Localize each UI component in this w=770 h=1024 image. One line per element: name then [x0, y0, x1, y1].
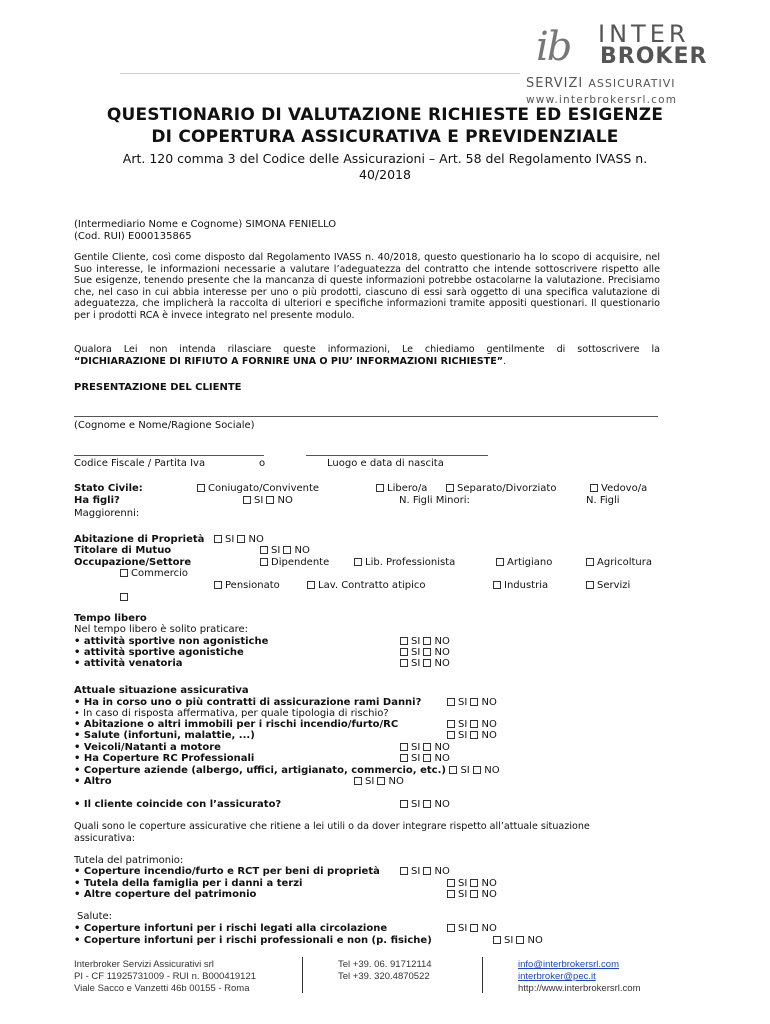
job-agricoltura[interactable]	[586, 557, 652, 569]
declaration-period: .	[503, 356, 507, 367]
logo-url: www.interbrokersrl.com	[526, 94, 678, 106]
job-artigiano[interactable]	[496, 557, 552, 569]
job-other-checkbox[interactable]	[120, 592, 131, 604]
health-item-2: • Coperture infortuni per i rischi professionali e non (p. fisiche)	[74, 935, 432, 946]
logo-broker: BROKER	[600, 44, 708, 69]
checkbox[interactable]	[516, 936, 524, 944]
yes-label: SI	[458, 889, 468, 900]
health-2-yes-no[interactable]	[493, 935, 543, 947]
no-label: NO	[388, 776, 404, 787]
checkbox[interactable]	[423, 637, 431, 645]
checkbox[interactable]	[447, 698, 455, 706]
no-label: NO	[277, 495, 293, 506]
footer-tel1: Tel +39. 06. 91712114	[338, 959, 432, 970]
yes-label: SI	[411, 647, 421, 658]
job-libero-prof[interactable]	[354, 557, 455, 569]
civil-single-label: Libero/a	[387, 483, 428, 494]
birth-label: Luogo e data di nascita	[327, 458, 444, 469]
job-atipico[interactable]	[307, 580, 426, 592]
no-label: NO	[527, 935, 543, 946]
insurance-q7-yes-no[interactable]	[354, 776, 404, 788]
name-line	[74, 416, 658, 417]
checkbox[interactable]	[493, 581, 501, 589]
checkbox[interactable]	[586, 558, 594, 566]
mortgage-label: Titolare di Mutuo	[74, 545, 172, 556]
subtitle-line2: 40/2018	[359, 167, 411, 182]
heritage-label: Tutela del patrimonio:	[74, 855, 184, 866]
checkbox[interactable]	[447, 924, 455, 932]
checkbox[interactable]	[377, 777, 385, 785]
insurance-q5: • Ha Coperture RC Professionali	[74, 753, 255, 764]
logo-servizi	[526, 76, 675, 91]
yes-label: SI	[458, 730, 468, 741]
or-label: o	[259, 458, 266, 469]
footer-pi: PI - CF 11925731009 - RUI n. B000419121	[74, 971, 257, 982]
yes-label: SI	[411, 866, 421, 877]
checkbox[interactable]	[447, 879, 455, 887]
checkbox[interactable]	[423, 659, 431, 667]
intro-paragraph-2-text: Qualora Lei non intenda rilasciare queste informazioni, Le chiediamo gentilmente di sottoscrivere la	[74, 344, 660, 355]
yes-label: SI	[271, 545, 281, 556]
job-agricoltura-label: Agricoltura	[597, 557, 652, 568]
cf-line	[74, 455, 264, 456]
no-label: NO	[434, 742, 450, 753]
checkbox[interactable]	[470, 698, 478, 706]
heritage-item-2: • Tutela della famiglia per i danni a terzi	[74, 878, 303, 889]
checkbox[interactable]	[400, 800, 408, 808]
checkbox[interactable]	[447, 731, 455, 739]
name-label: (Cognome e Nome/Ragione Sociale)	[74, 420, 255, 431]
yes-label: SI	[225, 534, 235, 545]
footer-email-link[interactable]: info@interbrokersrl.com	[518, 959, 619, 970]
leisure-heading: Tempo libero	[74, 613, 147, 624]
checkbox[interactable]	[400, 754, 408, 762]
leisure-3-yes-no[interactable]	[400, 658, 450, 670]
yes-label: SI	[458, 719, 468, 730]
declaration-text	[74, 356, 506, 368]
job-pensionato[interactable]	[214, 580, 280, 592]
intermediary-rui: (Cod. RUI) E000135865	[74, 231, 192, 242]
checkbox[interactable]	[493, 936, 501, 944]
job-servizi[interactable]	[586, 580, 630, 592]
cf-label: Codice Fiscale / Partita Iva	[74, 458, 206, 469]
birth-line	[306, 455, 488, 456]
no-label: NO	[434, 636, 450, 647]
heritage-item-3: • Altre coperture del patrimonio	[74, 889, 257, 900]
yes-label: SI	[458, 697, 468, 708]
checkbox[interactable]	[446, 484, 454, 492]
yes-label: SI	[411, 799, 421, 810]
civil-status-label: Stato Civile:	[74, 483, 143, 494]
subtitle-line1: Art. 120 comma 3 del Codice delle Assicurazioni – Art. 58 del Regolamento IVASS n.	[122, 151, 648, 166]
client-heading: PRESENTAZIONE DEL CLIENTE	[74, 382, 242, 393]
insurance-q2: • Abitazione o altri immobili per i rischi incendio/furto/RC	[74, 719, 399, 730]
job-industria-label: Industria	[504, 580, 549, 591]
leisure-item-3: • attività venatoria	[74, 658, 183, 669]
house-yes-no[interactable]	[214, 534, 264, 546]
logo-inter: INTER	[598, 20, 690, 48]
needs-intro: Quali sono le coperture assicurative che ritiene a lei utili o da dover integrare rispetto all’attuale situazione assicurativa:	[74, 821, 590, 844]
insurance-q6	[74, 765, 500, 777]
no-label: NO	[248, 534, 264, 545]
insurance-q3: • Salute (infortuni, malattie, ...)	[74, 730, 255, 741]
footer-company: Interbroker Servizi Assicurativi srl	[74, 959, 214, 970]
checkbox[interactable]	[496, 558, 504, 566]
no-label: NO	[434, 799, 450, 810]
checkbox[interactable]	[400, 867, 408, 875]
page-title-line2: DI COPERTURA ASSICURATIVA E PREVIDENZIALE	[151, 127, 619, 147]
checkbox[interactable]	[260, 558, 268, 566]
insurance-q8: • Il cliente coincide con l’assicurato?	[74, 799, 282, 810]
insurance-q8-yes-no[interactable]	[400, 799, 450, 811]
job-atipico-label: Lav. Contratto atipico	[318, 580, 426, 591]
checkbox[interactable]	[400, 743, 408, 751]
yes-label: SI	[411, 753, 421, 764]
yes-label: SI	[365, 776, 375, 787]
insurance-q7: • Altro	[74, 776, 112, 787]
checkbox[interactable]	[120, 569, 128, 577]
no-label: NO	[484, 765, 500, 776]
checkbox[interactable]	[447, 720, 455, 728]
leisure-intro: Nel tempo libero è solito praticare:	[74, 624, 249, 635]
checkbox[interactable]	[400, 648, 408, 656]
checkbox[interactable]	[423, 754, 431, 762]
intermediary-name: (Intermediario Nome e Cognome) SIMONA FENIELLO	[74, 219, 337, 230]
checkbox[interactable]	[470, 720, 478, 728]
checkbox[interactable]	[214, 535, 222, 543]
health-1-yes-no[interactable]	[447, 923, 497, 935]
footer-divider-2	[482, 957, 483, 993]
yes-label: SI	[411, 658, 421, 669]
checkbox[interactable]	[473, 766, 481, 774]
footer-tel2: Tel +39. 320.4870522	[338, 971, 430, 982]
no-label: NO	[481, 878, 497, 889]
leisure-item-2: • attività sportive agonistiche	[74, 647, 244, 658]
yes-label: SI	[411, 742, 421, 753]
footer-address: Viale Sacco e Vanzetti 46b 00155 - Roma	[74, 983, 250, 994]
yes-label: SI	[254, 495, 264, 506]
footer-divider-1	[302, 957, 303, 993]
checkbox[interactable]	[354, 558, 362, 566]
logo-assicurativi-text: ASSICURATIVI	[588, 77, 676, 90]
job-commercio[interactable]	[120, 568, 188, 580]
checkbox[interactable]	[470, 879, 478, 887]
checkbox[interactable]	[260, 546, 268, 554]
minors-label: N. Figli Minori:	[399, 495, 470, 506]
job-commercio-label: Commercio	[131, 568, 189, 579]
no-label: NO	[434, 866, 450, 877]
yes-label: SI	[411, 636, 421, 647]
civil-married-option[interactable]	[197, 483, 319, 495]
checkbox[interactable]	[120, 593, 128, 601]
civil-widowed-option[interactable]	[590, 483, 647, 495]
job-pensionato-label: Pensionato	[225, 580, 280, 591]
heritage-1-yes-no[interactable]	[400, 866, 450, 878]
insurance-q1-yes-no[interactable]	[447, 697, 497, 709]
health-item-1: • Coperture infortuni per i rischi legati alla circolazione	[74, 923, 388, 934]
page-title-line1: QUESTIONARIO DI VALUTAZIONE RICHIESTE ED ESIGENZE	[106, 105, 664, 125]
checkbox[interactable]	[447, 890, 455, 898]
intro-paragraph-2	[74, 344, 660, 356]
children-yes-no[interactable]	[243, 495, 293, 507]
no-label: NO	[481, 697, 497, 708]
logo-servizi-text: SERVIZI	[526, 76, 584, 91]
children-label: Ha figli?	[74, 495, 120, 506]
house-label: Abitazione di Proprietà	[74, 534, 205, 545]
insurance-q3-yes-no[interactable]	[447, 730, 497, 742]
checkbox[interactable]	[243, 496, 251, 504]
checkbox[interactable]	[283, 546, 291, 554]
heritage-item-1: • Coperture incendio/furto e RCT per beni di proprietà	[74, 866, 380, 877]
yes-label: SI	[458, 923, 468, 934]
checkbox[interactable]	[423, 867, 431, 875]
footer-web[interactable]: http://www.interbrokersrl.com	[518, 983, 641, 994]
checkbox[interactable]	[400, 659, 408, 667]
job-label: Occupazione/Settore	[74, 557, 192, 568]
leisure-item-1: • attività sportive non agonistiche	[74, 636, 269, 647]
insurance-q5-yes-no[interactable]	[400, 753, 450, 765]
header-rule	[120, 73, 520, 74]
insurance-q1b: • In caso di risposta affermativa, per quale tipologia di rischio?	[74, 708, 389, 719]
yes-label: SI	[458, 878, 468, 889]
checkbox[interactable]	[423, 800, 431, 808]
checkbox[interactable]	[266, 496, 274, 504]
no-label: NO	[481, 923, 497, 934]
checkbox[interactable]	[237, 535, 245, 543]
job-libero-prof-label: Lib. Professionista	[365, 557, 456, 568]
no-label: NO	[481, 730, 497, 741]
checkbox[interactable]	[449, 766, 457, 774]
heritage-3-yes-no[interactable]	[447, 889, 497, 901]
civil-married-label: Coniugato/Convivente	[208, 483, 320, 494]
mortgage-yes-no[interactable]	[260, 545, 310, 557]
checkbox[interactable]	[400, 637, 408, 645]
insurance-q1: • Ha in corso uno o più contratti di assicurazione rami Danni?	[74, 697, 422, 708]
checkbox[interactable]	[376, 484, 384, 492]
checkbox[interactable]	[470, 731, 478, 739]
civil-single-option[interactable]	[376, 483, 427, 495]
checkbox[interactable]	[590, 484, 598, 492]
intro-paragraph: Gentile Cliente, così come disposto dal Regolamento IVASS n. 40/2018, questo questionario ha lo scopo di acquisire, nel Suo interesse, le informazioni necessarie a valutare l’adeguatezza del contratto che intende sottoscrivere rispetto alle Sue esigenze, tenendo presente che la mancanza di queste informazioni potrebbe ostacolarne la valutazione. Precisiamo che, nel caso in cui abbia interesse per uno o più prodotti, ciascuno di essi sarà oggetto di una specifica valutazione di adeguatezza, che implicherà la raccolta di ulteriori e specifiche informazioni tramite appositi questionari. Il questionario per i prodotti RCA è invece integrato nel presente modulo.	[74, 252, 660, 321]
adults-label: Maggiorenni:	[74, 508, 140, 519]
no-label: NO	[434, 753, 450, 764]
insurance-heading: Attuale situazione assicurativa	[74, 685, 249, 696]
checkbox[interactable]	[470, 924, 478, 932]
no-label: NO	[294, 545, 310, 556]
no-label: NO	[434, 658, 450, 669]
checkbox[interactable]	[423, 743, 431, 751]
no-label: NO	[481, 719, 497, 730]
civil-widowed-label: Vedovo/a	[601, 483, 648, 494]
job-dipendente-label: Dipendente	[271, 557, 330, 568]
logo	[520, 18, 740, 108]
footer-pec-link[interactable]: interbroker@pec.it	[518, 971, 596, 982]
no-label: NO	[481, 889, 497, 900]
checkbox[interactable]	[354, 777, 362, 785]
yes-label: SI	[504, 935, 514, 946]
figli-label: N. Figli	[586, 495, 620, 506]
no-label: NO	[434, 647, 450, 658]
job-dipendente[interactable]	[260, 557, 329, 569]
insurance-q6-text: • Coperture aziende (albergo, uffici, artigianato, commercio, etc.)	[74, 765, 446, 776]
checkbox[interactable]	[586, 581, 594, 589]
checkbox[interactable]	[423, 648, 431, 656]
civil-separated-label: Separato/Divorziato	[457, 483, 557, 494]
logo-mark: ib	[536, 24, 571, 70]
checkbox[interactable]	[197, 484, 205, 492]
health-label: Salute:	[77, 911, 113, 922]
job-servizi-label: Servizi	[597, 580, 631, 591]
checkbox[interactable]	[307, 581, 315, 589]
declaration-title: “DICHIARAZIONE DI RIFIUTO A FORNIRE UNA O PIU’ INFORMAZIONI RICHIESTE”	[74, 356, 504, 367]
checkbox[interactable]	[470, 890, 478, 898]
job-industria[interactable]	[493, 580, 548, 592]
yes-label: SI	[460, 765, 470, 776]
insurance-q4: • Veicoli/Natanti a motore	[74, 742, 221, 753]
civil-separated-option[interactable]	[446, 483, 556, 495]
job-artigiano-label: Artigiano	[507, 557, 553, 568]
checkbox[interactable]	[214, 581, 222, 589]
